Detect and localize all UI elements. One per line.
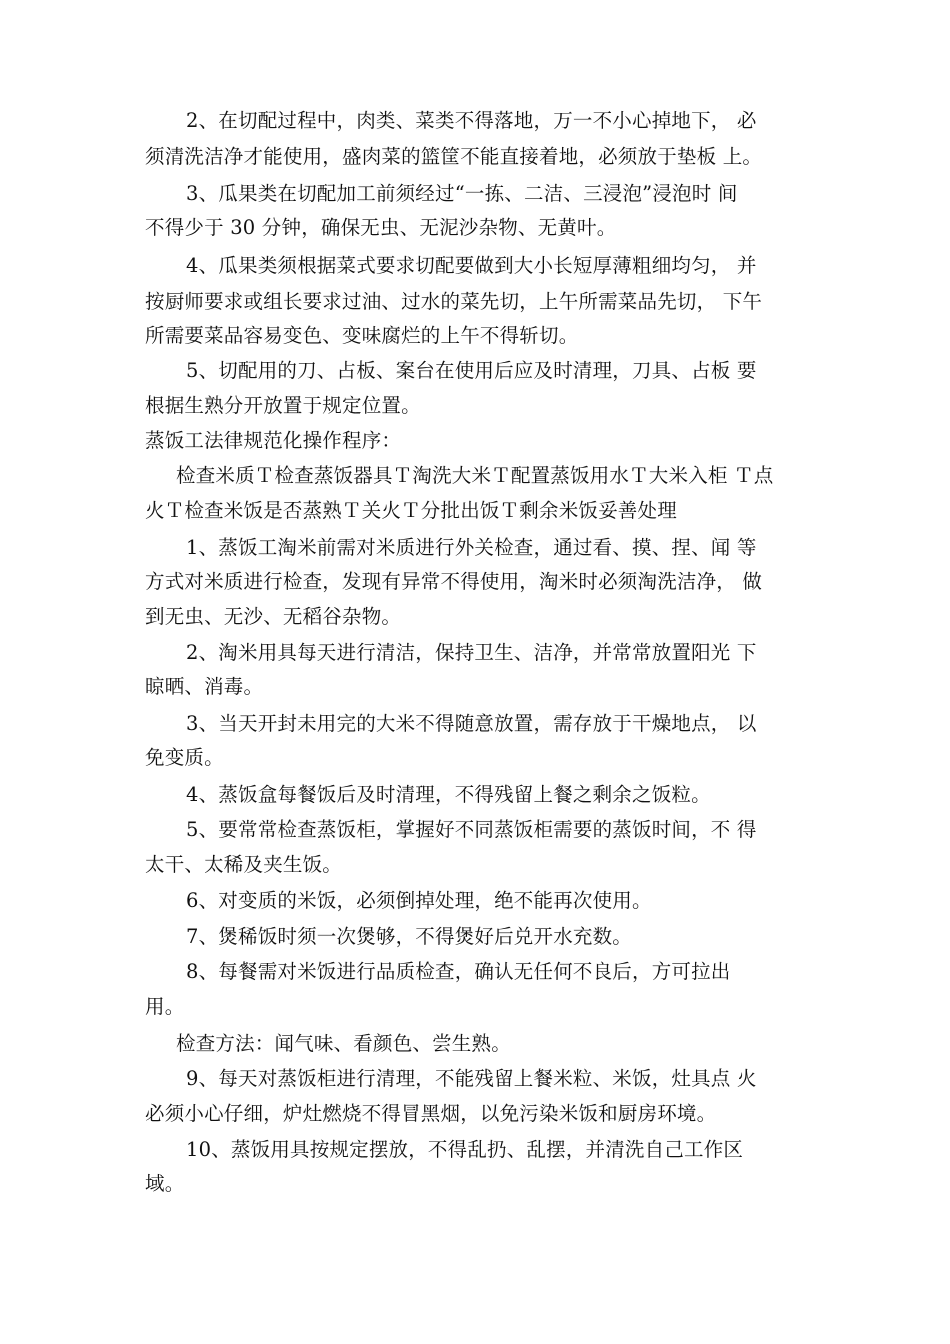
section-heading: 蒸饭工法律规范化操作程序： (145, 429, 402, 452)
text-line: 用。 (145, 995, 185, 1018)
text-line: 免变质。 (145, 746, 224, 769)
text-line: 2、淘米用具每天进行清洁，保持卫生、洁净，并常常放置阳光 下 (186, 641, 757, 664)
text-line: 太干、太稀及夹生饭。 (145, 853, 343, 876)
text-line: 1、蒸饭工淘米前需对米质进行外关检查，通过看、摸、捏、闻 等 (186, 536, 757, 559)
text-line: 9、每天对蒸饭柜进行清理，不能残留上餐米粒、米饭，灶具点 火 (186, 1067, 757, 1090)
text-line: 10、蒸饭用具按规定摆放，不得乱扔、乱摆，并清洗自己工作区 (186, 1138, 744, 1161)
text-line: 3、瓜果类在切配加工前须经过“一拣、二洁、三浸泡”浸泡时 间 (186, 182, 738, 205)
text-line: 检查米质Ｔ检查蒸饭器具Ｔ淘洗大米Ｔ配置蒸饭用水Ｔ大米入柜 Ｔ点 (176, 464, 774, 487)
text-line: 必须小心仔细，炉灶燃烧不得冒黑烟，以免污染米饭和厨房环境。 (145, 1102, 717, 1125)
text-line: 5、要常常检查蒸饭柜，掌握好不同蒸饭柜需要的蒸饭时间，不 得 (186, 818, 757, 841)
text-line: 检查方法：闻气味、看颜色、尝生熟。 (176, 1032, 511, 1055)
text-line: 域。 (145, 1172, 185, 1195)
text-line: 须清洗洁净才能使用，盛肉菜的篮筐不能直接着地，必须放于垫板 上。 (145, 145, 763, 168)
text-line: 6、对变质的米饭，必须倒掉处理，绝不能再次使用。 (186, 889, 652, 912)
text-line: 不得少于 30 分钟，确保无虫、无泥沙杂物、无黄叶。 (145, 216, 617, 239)
text-line: 7、煲稀饭时须一次煲够，不得煲好后兑开水充数。 (186, 925, 633, 948)
text-line: 根据生熟分开放置于规定位置。 (145, 394, 421, 417)
text-line: 到无虫、无沙、无稻谷杂物。 (145, 605, 402, 628)
text-line: 火Ｔ检查米饭是否蒸熟Ｔ关火Ｔ分批出饭Ｔ剩余米饭妥善处理 (145, 499, 677, 522)
text-line: 4、瓜果类须根据菜式要求切配要做到大小长短厚薄粗细均匀， 并 (186, 254, 757, 277)
text-line: 3、当天开封未用完的大米不得随意放置，需存放于干燥地点， 以 (186, 712, 757, 735)
text-line: 所需要菜品容易变色、变味腐烂的上午不得斩切。 (145, 324, 579, 347)
text-line: 8、每餐需对米饭进行品质检查，确认无任何不良后，方可拉出 (186, 960, 731, 983)
text-line: 5、切配用的刀、占板、案台在使用后应及时清理，刀具、占板 要 (186, 359, 757, 382)
text-line: 方式对米质进行检查，发现有异常不得使用，淘米时必须淘洗洁净， 做 (145, 570, 763, 593)
text-line: 按厨师要求或组长要求过油、过水的菜先切，上午所需菜品先切， 下午 (145, 290, 763, 313)
text-line: 晾晒、消毒。 (145, 675, 264, 698)
text-line: 4、蒸饭盒每餐饭后及时清理，不得残留上餐之剩余之饭粒。 (186, 783, 711, 806)
text-line: 2、在切配过程中，肉类、菜类不得落地，万一不小心掉地下， 必 (186, 109, 757, 132)
